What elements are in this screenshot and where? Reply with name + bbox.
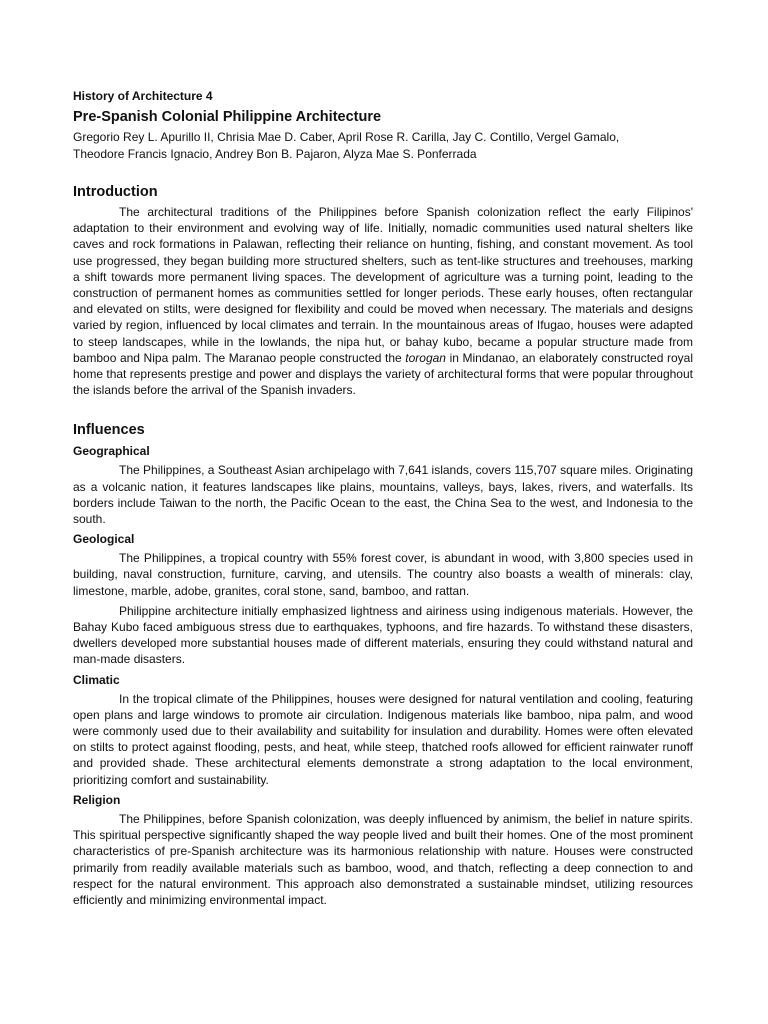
authors-line-2: Theodore Francis Ignacio, Andrey Bon B. Pajaron, Alyza Mae S. Ponferrada [73, 146, 477, 161]
paper-title: Pre-Spanish Colonial Philippine Architecture [73, 109, 382, 125]
torogan-term: torogan [405, 350, 446, 365]
influences-section [73, 420, 693, 908]
religion-subsection [73, 792, 693, 908]
geographical-heading: Geographical [73, 444, 150, 459]
document-page [73, 88, 693, 908]
geological-paragraph-1: The Philippines, a tropical country with 55% forest cover, is abundant in wood, with 3,800 species used in building, naval construction, furniture, carving, and utensils. The country also boasts a wealth of minerals: clay, limestone, marble, adobe, granites, coral stone, sand, bamboo, and rattan. [73, 551, 693, 598]
geological-paragraph-2: Philippine architecture initially emphasized lightness and airiness using indigenous materials. However, the Bahay Kubo faced ambiguous stress due to earthquakes, typhoons, and fire hazards. To withstand these disasters, dwellers developed more substantial houses made of different materials, ensuring they could withstand natural and man-made disasters. [73, 603, 693, 667]
geological-heading: Geological [73, 532, 135, 547]
course-label: History of Architecture 4 [73, 89, 213, 103]
introduction-paragraph [73, 204, 693, 398]
climatic-subsection [73, 672, 693, 788]
influences-heading: Influences [73, 422, 145, 439]
author-list [73, 129, 693, 162]
religion-paragraph: The Philippines, before Spanish colonization, was deeply influenced by animism, the belief in nature spirits. This spiritual perspective significantly shaped the way people lived and built their homes. One of the most prominent characteristics of pre-Spanish architecture was its harmonious relationship with nature. Houses were constructed primarily from readily available materials such as bamboo, wood, and thatch, reflecting a deep connection to and respect for the natural environment. This approach also demonstrated a sustainable mindset, utilizing resources efficiently and minimizing environmental impact. [73, 811, 693, 907]
introduction-section [73, 182, 693, 398]
authors-line-1: Gregorio Rey L. Apurillo II, Chrisia Mae D. Caber, April Rose R. Carilla, Jay C. Contillo, Vergel Gamalo, [73, 130, 620, 144]
introduction-heading: Introduction [73, 184, 158, 200]
climatic-paragraph: In the tropical climate of the Philippines, houses were designed for natural ventilation and cooling, featuring open plans and large windows to promote air circulation. Indigenous materials like bamboo, nipa palm, and wood were commonly used due to their availability and suitability for insulation and durability. Homes were often elevated on stilts to protect against flooding, pests, and heat, while steep, thatched roofs allowed for efficient rainwater runoff and provided shade. These architectural elements demonstrate a strong adaptation to the local environment, prioritizing comfort and sustainability. [73, 691, 693, 787]
geological-subsection [73, 531, 693, 667]
intro-text-part-1: The architectural traditions of the Philippines before Spanish colonization reflect the early Filipinos' adaptation to their environment and evolving way of life. Initially, nomadic communities used natural shelters like caves and rock formations in Palawan, reflecting their reliance on hunting, fishing, and constant movement. As tool use progressed, they began building more structured shelters, such as tent-like structures and treehouses, marking a shift towards more permanent living spaces. The development of agriculture was a turning point, leading to the construction of permanent homes as communities settled for longer periods. These early houses, often rectangular and elevated on stilts, were designed for flexibility and could be moved when necessary. The materials and designs varied by region, influenced by local climates and terrain. In the mountainous areas of Ifugao, houses were adapted to steep landscapes, while in the lowlands, the nipa hut, or bahay kubo, became a popular structure made from bamboo and Nipa palm. The Maranao people constructed the [73, 205, 693, 365]
climatic-heading: Climatic [73, 672, 120, 687]
religion-heading: Religion [73, 792, 121, 807]
intro-text-part-2: in Mindanao, an elaborately constructed royal home that represents prestige and power and displays the variety of architectural forms that were popular throughout the islands before the arrival of the Spanish invaders. [73, 350, 693, 398]
geographical-subsection [73, 443, 693, 527]
geographical-paragraph: The Philippines, a Southeast Asian archipelago with 7,641 islands, covers 115,707 square miles. Originating as a volcanic nation, it features landscapes like plains, mountains, valleys, bays, lakes, rivers, and waterfalls. Its borders include Taiwan to the north, the Pacific Ocean to the east, the China Sea to the west, and Indonesia to the south. [73, 463, 693, 527]
